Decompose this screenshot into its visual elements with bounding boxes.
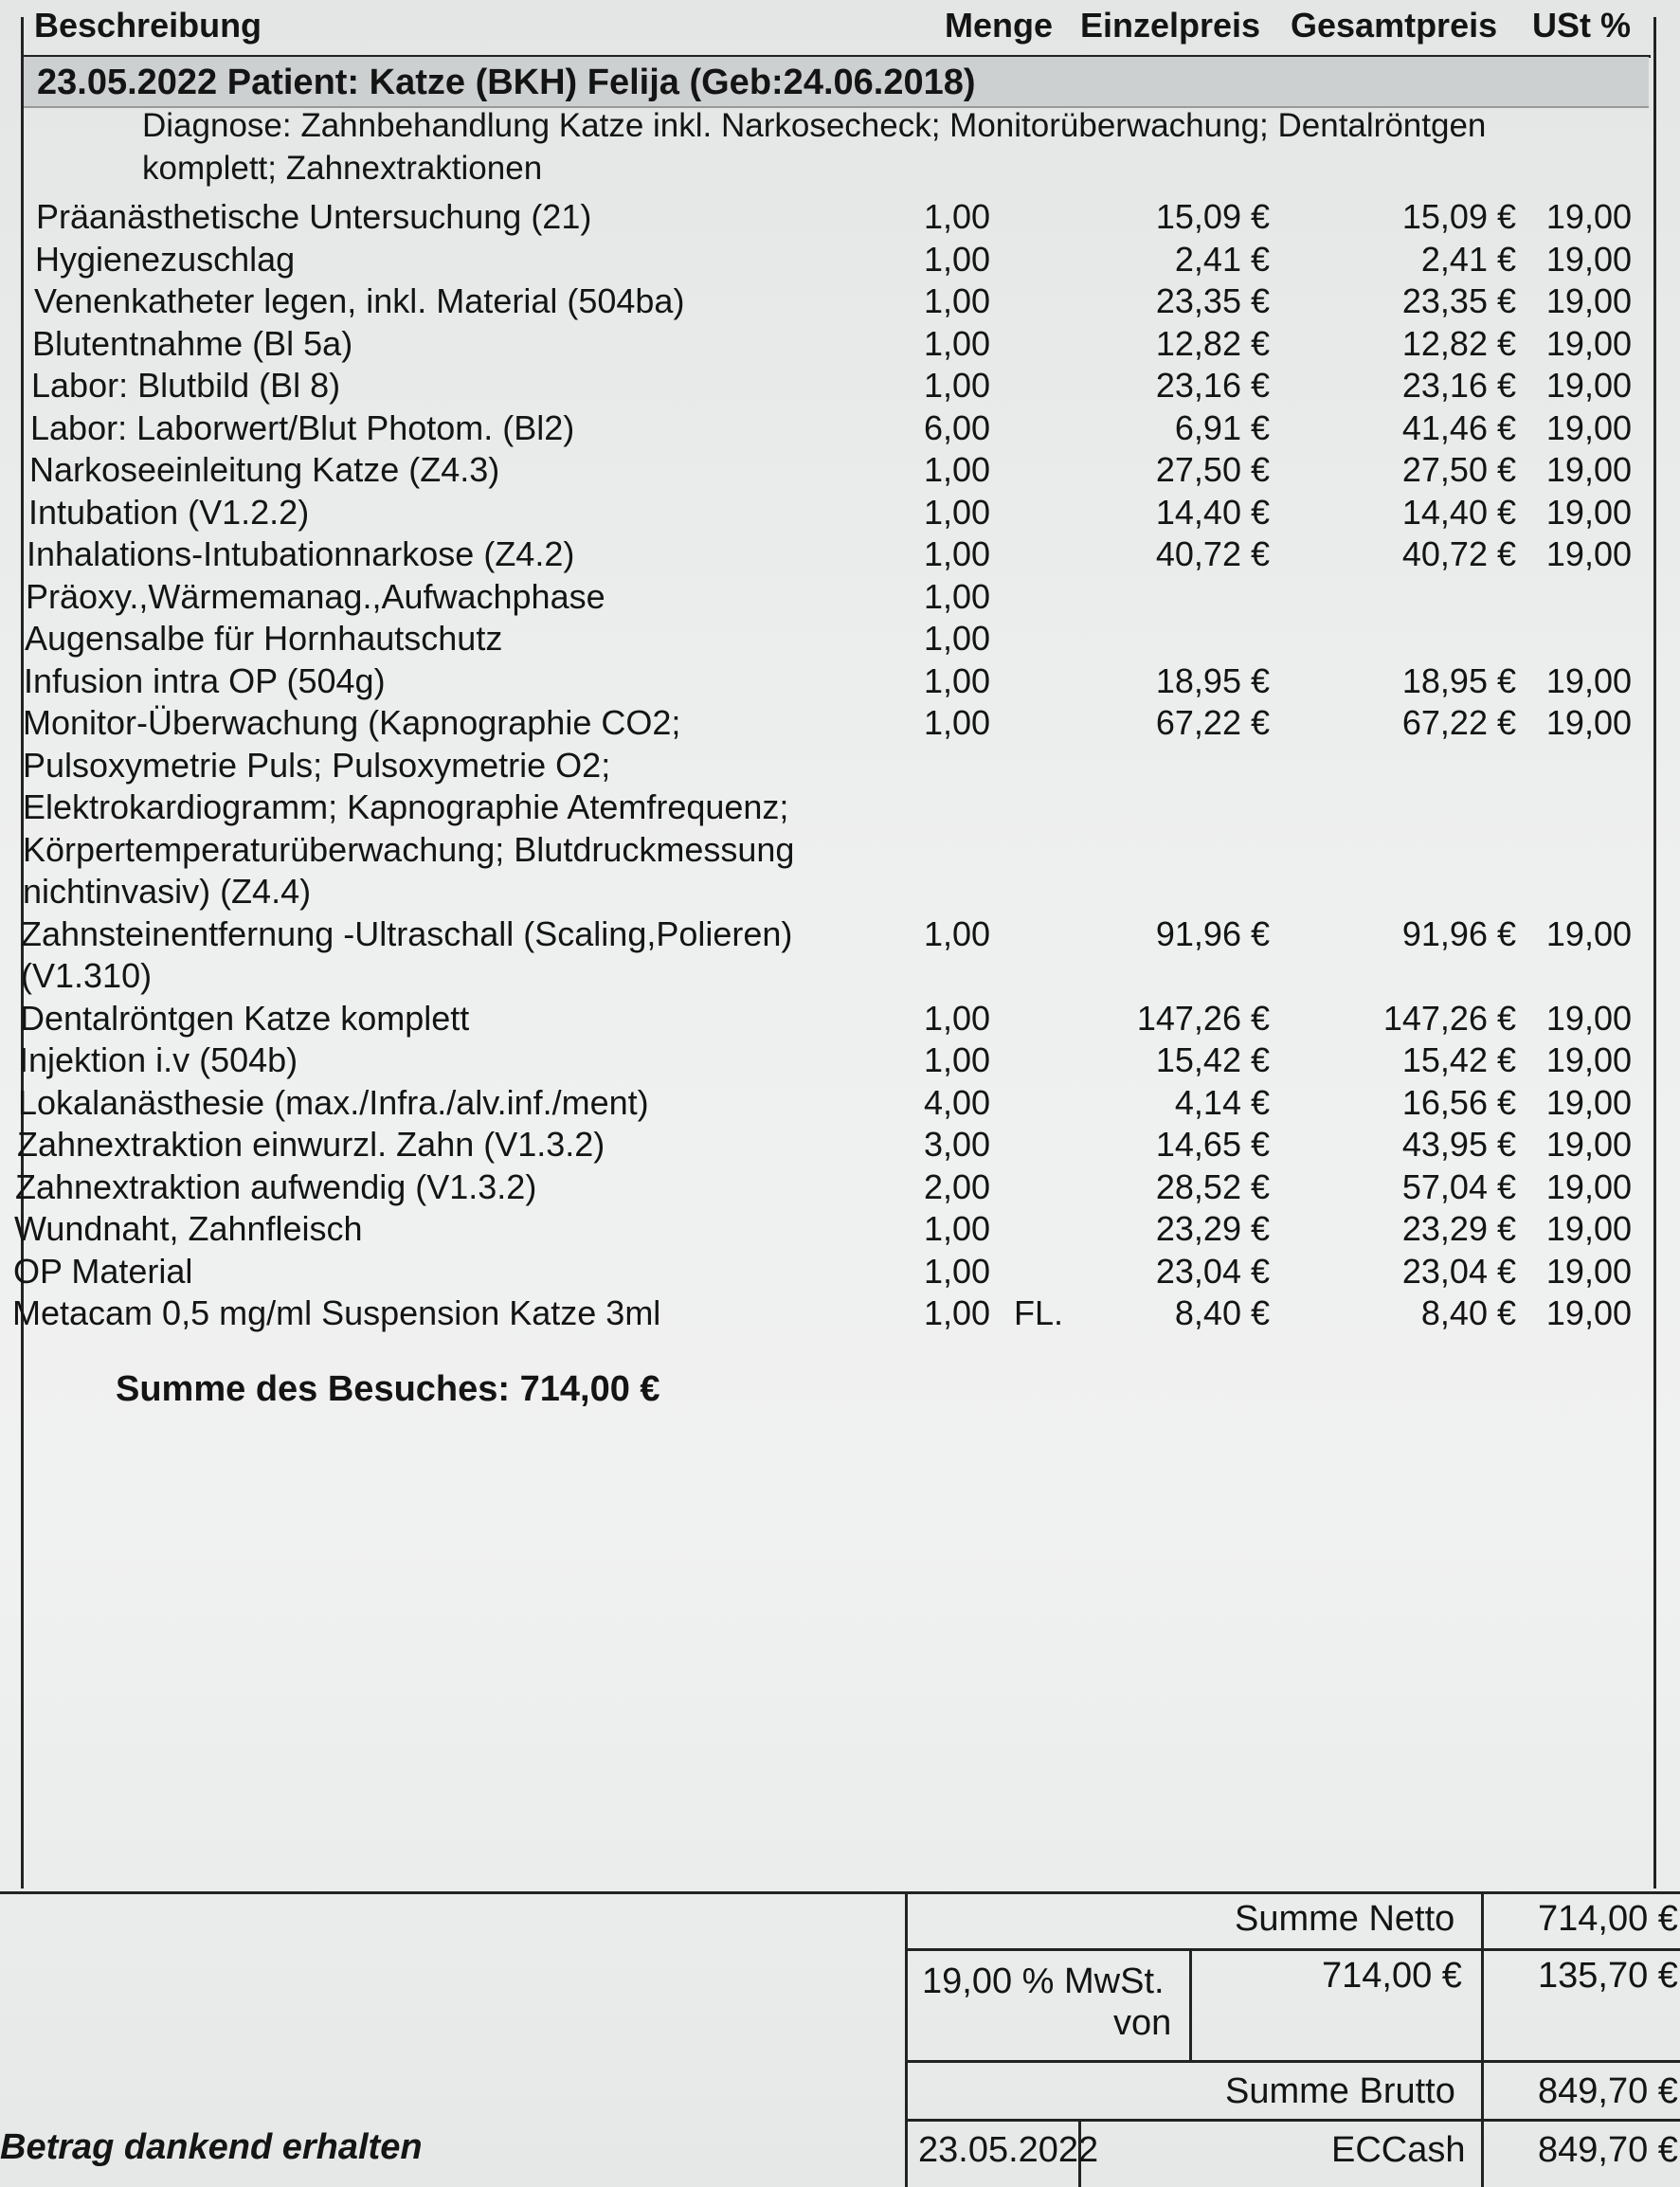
item-unit-price: 15,42 € (1155, 1040, 1270, 1079)
item-quantity: 1,00 (924, 998, 991, 1038)
item-unit-price: 23,29 € (1155, 1209, 1270, 1248)
item-vat: 19,00 (1545, 492, 1632, 532)
item-unit-price: 2,41 € (1174, 239, 1270, 279)
item-total-price: 23,29 € (1401, 1209, 1516, 1248)
item-description: Präanästhetische Untersuchung (21) (36, 197, 592, 236)
totals-row-line (905, 2119, 1680, 2122)
item-quantity: 1,00 (924, 323, 991, 363)
item-vat: 19,00 (1545, 239, 1632, 279)
table-header (21, 0, 1651, 58)
item-vat: 19,00 (1545, 534, 1632, 573)
item-total-price: 27,50 € (1401, 450, 1516, 489)
diagnosis-line: komplett; Zahnextraktionen (142, 150, 543, 187)
item-description: (V1.310) (21, 956, 153, 995)
item-description: Augensalbe für Hornhautschutz (25, 619, 503, 658)
payment-value: 849,70 € (1538, 2130, 1678, 2170)
item-vat: 19,00 (1545, 407, 1632, 447)
item-quantity: 1,00 (924, 1209, 991, 1248)
item-description: Inhalations-Intubationnarkose (Z4.2) (27, 534, 575, 573)
item-unit-price: 23,35 € (1155, 281, 1270, 320)
vat-base: 714,00 € (1322, 1956, 1462, 1996)
item-total-price: 15,42 € (1401, 1040, 1516, 1079)
item-quantity: 1,00 (924, 197, 991, 236)
item-quantity: 6,00 (924, 407, 991, 447)
netto-value: 714,00 € (1538, 1899, 1678, 1939)
item-total-price: 23,16 € (1401, 366, 1516, 405)
diagnosis (142, 104, 1620, 190)
netto-label: Summe Netto (1235, 1899, 1455, 1939)
item-quantity: 1,00 (924, 534, 991, 573)
vat-value: 135,70 € (1538, 1956, 1678, 1996)
item-unit-price: 18,95 € (1155, 660, 1270, 700)
item-description: Venenkatheter legen, inkl. Material (504ba) (34, 281, 685, 320)
item-vat: 19,00 (1545, 366, 1632, 405)
item-description: Injektion i.v (504b) (19, 1040, 298, 1079)
totals-row-line (905, 1948, 1680, 1951)
item-vat: 19,00 (1545, 1293, 1632, 1332)
diagnosis-line: Diagnose: Zahnbehandlung Katze inkl. Narkosecheck; Monitorüberwachung; Dentalröntgen (142, 107, 1487, 144)
item-description: Körpertemperaturüberwachung; Blutdruckmessung (23, 829, 795, 869)
item-description: Monitor-Überwachung (Kapnographie CO2; (23, 703, 681, 742)
item-unit-price: 27,50 € (1155, 450, 1270, 489)
item-description: Pulsoxymetrie Puls; Pulsoxymetrie O2; (23, 745, 611, 785)
item-description: Zahnextraktion einwurzl. Zahn (V1.3.2) (17, 1125, 605, 1164)
item-description: OP Material (13, 1251, 193, 1291)
item-vat: 19,00 (1545, 913, 1632, 953)
thanks-note: Betrag dankend erhalten (0, 2127, 423, 2167)
item-total-price: 23,35 € (1401, 281, 1516, 320)
item-description: Labor: Blutbild (Bl 8) (31, 366, 341, 405)
payment-method: ECCash (1331, 2130, 1466, 2170)
item-total-price: 57,04 € (1401, 1166, 1516, 1206)
vat-label-von: von (1113, 2003, 1172, 2043)
item-unit-price: 40,72 € (1155, 534, 1270, 573)
item-total-price: 16,56 € (1401, 1082, 1516, 1122)
item-quantity: 1,00 (924, 1040, 991, 1079)
item-description: Infusion intra OP (504g) (24, 660, 386, 700)
item-description: Metacam 0,5 mg/ml Suspension Katze 3ml (12, 1293, 661, 1332)
item-unit-price: 6,91 € (1174, 407, 1270, 447)
item-quantity: 1,00 (924, 450, 991, 489)
patient-text: 23.05.2022 Patient: Katze (BKH) Felija (Geb:24.06.2018) (37, 63, 976, 102)
header-unit-price: Einzelpreis (1080, 6, 1261, 45)
payment-date: 23.05.2022 (918, 2130, 1099, 2170)
item-description: Präoxy.,Wärmemanag.,Aufwachphase (26, 576, 605, 616)
item-vat: 19,00 (1545, 281, 1632, 320)
item-description: Blutentnahme (Bl 5a) (32, 323, 353, 363)
brutto-value: 849,70 € (1538, 2071, 1678, 2111)
item-unit-price: 15,09 € (1155, 197, 1270, 236)
item-vat: 19,00 (1545, 323, 1632, 363)
item-description: Dentalröntgen Katze komplett (20, 998, 470, 1038)
item-total-price: 23,04 € (1401, 1251, 1516, 1291)
item-description: Elektrokardiogramm; Kapnographie Atemfrequenz; (23, 787, 789, 826)
item-vat: 19,00 (1545, 1082, 1632, 1122)
item-quantity: 1,00 (924, 492, 991, 532)
item-vat: 19,00 (1545, 703, 1632, 742)
totals-border-left (905, 1891, 908, 2187)
item-description: nichtinvasiv) (Z4.4) (23, 872, 312, 911)
item-description: Intubation (V1.2.2) (28, 492, 310, 532)
item-total-price: 8,40 € (1420, 1293, 1516, 1332)
item-description: Zahnsteinentfernung -Ultraschall (Scaling,Polieren) (21, 913, 793, 953)
item-description: Zahnextraktion aufwendig (V1.3.2) (15, 1166, 537, 1206)
item-vat: 19,00 (1545, 1251, 1632, 1291)
totals-divider (1481, 1891, 1484, 2187)
item-description: Wundnaht, Zahnfleisch (14, 1209, 363, 1248)
item-unit-price: 23,16 € (1155, 366, 1270, 405)
item-quantity: 1,00 (924, 619, 991, 658)
item-unit-price: 14,65 € (1155, 1125, 1270, 1164)
item-quantity: 1,00 (924, 366, 991, 405)
item-total-price: 18,95 € (1401, 660, 1516, 700)
item-unit-price: 8,40 € (1174, 1293, 1270, 1332)
item-total-price: 2,41 € (1420, 239, 1516, 279)
header-vat: USt % (1532, 6, 1632, 45)
item-quantity: 1,00 (924, 576, 991, 616)
item-total-price: 12,82 € (1401, 323, 1516, 363)
item-quantity: 1,00 (924, 1251, 991, 1291)
brutto-label: Summe Brutto (1225, 2071, 1455, 2111)
item-total-price: 91,96 € (1401, 913, 1516, 953)
totals-box (905, 1891, 1680, 2187)
totals-row-line (905, 2060, 1680, 2063)
item-unit-price: 23,04 € (1155, 1251, 1270, 1291)
item-description: Hygienezuschlag (35, 239, 296, 279)
item-quantity: 1,00 (924, 281, 991, 320)
item-total-price: 15,09 € (1401, 197, 1516, 236)
item-quantity: 1,00 (924, 660, 991, 700)
item-quantity: 1,00 (924, 703, 991, 742)
item-vat: 19,00 (1545, 1125, 1632, 1164)
item-quantity: 1,00 (924, 1293, 991, 1332)
item-unit-price: 67,22 € (1155, 703, 1270, 742)
patient-line (24, 57, 1649, 108)
item-vat: 19,00 (1545, 1040, 1632, 1079)
item-unit-price: 91,96 € (1155, 913, 1270, 953)
item-total-price: 41,46 € (1401, 407, 1516, 447)
vat-label: 19,00 % MwSt. (922, 1961, 1165, 2001)
totals-divider (1189, 1948, 1192, 2062)
item-vat: 19,00 (1545, 660, 1632, 700)
header-total-price: Gesamtpreis (1291, 6, 1498, 45)
item-vat: 19,00 (1545, 998, 1632, 1038)
item-quantity: 1,00 (924, 239, 991, 279)
item-unit-price: 4,14 € (1174, 1082, 1270, 1122)
item-unit-price: 14,40 € (1155, 492, 1270, 532)
item-total-price: 67,22 € (1401, 703, 1516, 742)
item-quantity: 1,00 (924, 913, 991, 953)
item-description: Labor: Laborwert/Blut Photom. (Bl2) (30, 407, 575, 447)
item-total-price: 147,26 € (1382, 998, 1516, 1038)
item-unit-price: 147,26 € (1136, 998, 1270, 1038)
visit-sum: Summe des Besuches: 714,00 € (116, 1369, 660, 1409)
item-quantity: 4,00 (924, 1082, 991, 1122)
item-total-price: 43,95 € (1401, 1125, 1516, 1164)
item-total-price: 40,72 € (1401, 534, 1516, 573)
item-description: Lokalanästhesie (max./Infra./alv.inf./ment) (18, 1082, 649, 1122)
header-description: Beschreibung (34, 6, 262, 45)
item-quantity: 2,00 (924, 1166, 991, 1206)
item-unit-price: 28,52 € (1155, 1166, 1270, 1206)
item-vat: 19,00 (1545, 1166, 1632, 1206)
item-vat: 19,00 (1545, 197, 1632, 236)
header-quantity: Menge (945, 6, 1054, 45)
item-quantity: 3,00 (924, 1125, 991, 1164)
item-description: Narkoseeinleitung Katze (Z4.3) (29, 450, 500, 489)
item-vat: 19,00 (1545, 450, 1632, 489)
item-vat: 19,00 (1545, 1209, 1632, 1248)
item-unit: FL. (1014, 1293, 1064, 1332)
item-total-price: 14,40 € (1401, 492, 1516, 532)
item-unit-price: 12,82 € (1155, 323, 1270, 363)
